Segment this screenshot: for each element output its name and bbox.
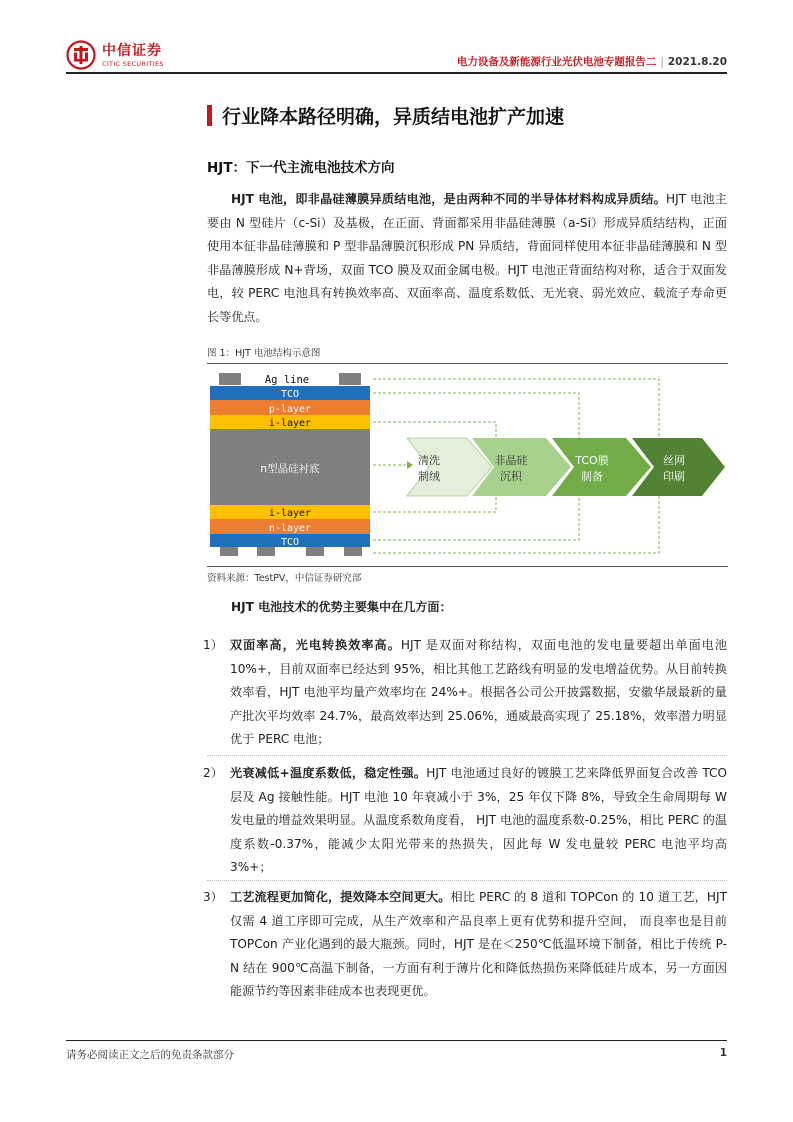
advantage-item (203, 886, 727, 1004)
item-title: 工艺流程更加简化，提效降本空间更大。 (230, 890, 451, 904)
ag-electrode-bottom (257, 547, 275, 556)
step2-line1: 非晶硅 (494, 454, 528, 467)
connector-ilayers (373, 496, 496, 512)
p-layer-label: p-layer (268, 404, 312, 415)
tco-top-label: TCO (280, 389, 300, 400)
step4-line1: 丝网 (663, 454, 685, 467)
item-number: 2） (203, 766, 223, 780)
connector-tco (373, 393, 579, 438)
item-divider (207, 880, 727, 881)
figure-caption: 图 1：HJT 电池结构示意图 (207, 348, 321, 359)
step3-line2: 制备 (581, 470, 603, 483)
item-body: 相比 PERC 的 8 道和 TOPCon 的 10 道工艺，HJT 仅需 4 道工序即可完成，从生产效率和产品良率上更有优势和提升空间， 而良率也是目前 TOPCon 产业化遇到的最大瓶颈。同时，HJT 是在＜250℃低温环境下制备，相比于传统 P-N 结在 900℃高温下制备，一方面有利于薄片化和降低热损伤来降低硅片成本，另一方面因能源节约等因素非硅成本也表现更优。 (230, 890, 727, 998)
step1-line2: 制绒 (418, 470, 440, 483)
ag-electrode-bottom (344, 547, 362, 556)
figure-source: 资料来源：TestPV，中信证券研究部 (207, 573, 362, 584)
advantage-item (203, 634, 727, 752)
item-number: 1） (203, 638, 223, 652)
figure-top-rule (207, 363, 728, 364)
connector-ag (373, 379, 659, 438)
connector-ag (373, 496, 659, 553)
report-title: 电力设备及新能源行业光伏电池专题报告二 (456, 56, 657, 68)
footer-divider (66, 1040, 727, 1041)
step1-line1: 清洗 (418, 454, 440, 467)
ag-electrode-top (219, 373, 241, 385)
connector-ilayers (373, 422, 496, 438)
step4-line2: 印刷 (663, 470, 685, 483)
report-header (457, 54, 727, 69)
disclaimer-text: 请务必阅读正文之后的免责条款部分 (66, 1049, 234, 1061)
report-date: 2021.8.20 (667, 56, 727, 68)
step3-line1: TCO膜 (575, 454, 609, 467)
connector-tco (373, 496, 579, 540)
logo-text: 中信证券 (102, 43, 162, 59)
item-body: HJT 电池通过良好的镀膜工艺来降低界面复合改善 TCO 层及 Ag 接触性能。HJT 电池 10 年衰减小于 3%，25 年仅下降 8%，导致全生命周期每 W 发电量的增益效果明显。从温度系数角度看， HJT 电池的温度系数-0.25%，相比 PERC 的温度系数-0.37%，能减少太阳光带来的热损失，因此每 W 发电量较 PERC 电池平均高 3%+； (230, 766, 727, 874)
item-title: 双面率高，光电转换效率高。 (230, 638, 401, 652)
hjt-structure-diagram (207, 368, 728, 563)
logo-subtext: CITIC SECURITIES (102, 60, 164, 68)
section-heading: 行业降本路径明确，异质结电池扩产加速 (222, 106, 565, 128)
intro-body: HJT 电池主要由 N 型硅片（c-Si）及基极，在正面、背面都采用非晶硅薄膜（a-Si）形成异质结结构，正面使用本征非晶硅薄膜和 P 型非晶薄膜沉积形成 PN 异质结，背面同样使用本征非晶硅薄膜和 N 型非晶薄膜形成 N+背场，双面 TCO 膜及双面金属电极。HJT 电池正背面结构对称，适合于双面发电，较 PERC 电池具有转换效率高、双面率高、温度系数低、无光衰、弱光效应、载流子寿命更长等优点。 (207, 192, 727, 324)
item-divider (207, 755, 727, 756)
i-layer-top-label: i-layer (268, 418, 312, 429)
advantages-lead: HJT 电池技术的优势主要集中在几方面： (231, 600, 452, 614)
subsection-heading: HJT：下一代主流电池技术方向 (207, 160, 395, 176)
intro-lead: HJT 电池，即非晶硅薄膜异质结电池，是由两种不同的半导体材料构成异质结。 (231, 192, 667, 206)
intro-paragraph (207, 188, 727, 329)
item-title: 光衰减低+温度系数低，稳定性强。 (230, 766, 427, 780)
ag-line-label: Ag line (264, 374, 310, 386)
i-layer-bottom-label: i-layer (268, 508, 312, 519)
citic-logo-icon (66, 40, 96, 70)
substrate-label: n型晶硅衬底 (260, 463, 320, 475)
ag-electrode-top (339, 373, 361, 385)
advantage-item (203, 762, 727, 880)
ag-electrode-bottom (306, 547, 324, 556)
ag-electrode-bottom (220, 547, 238, 556)
heading-accent-bar (207, 105, 212, 126)
page-number: 1 (719, 1047, 727, 1059)
tco-bottom-label: TCO (280, 537, 300, 548)
item-number: 3） (203, 890, 223, 904)
header-separator: | (660, 56, 664, 68)
item-body: HJT 是双面对称结构，双面电池的发电量要超出单面电池 10%+，目前双面率已经达到 95%，相比其他工艺路线有明显的发电增益优势。从目前转换效率看，HJT 电池平均量产效率均在 24%+。根据各公司公开披露数据，安徽华晟最新的量产批次平均效率 24.7%，最高效率达到 25.06%，通威最高实现了 25.18%，效率潜力明显优于 PERC 电池； (230, 638, 727, 746)
header-divider (66, 72, 727, 74)
figure-bottom-rule (207, 566, 728, 567)
step2-line2: 沉积 (500, 470, 522, 483)
n-layer-label: n-layer (268, 523, 312, 534)
